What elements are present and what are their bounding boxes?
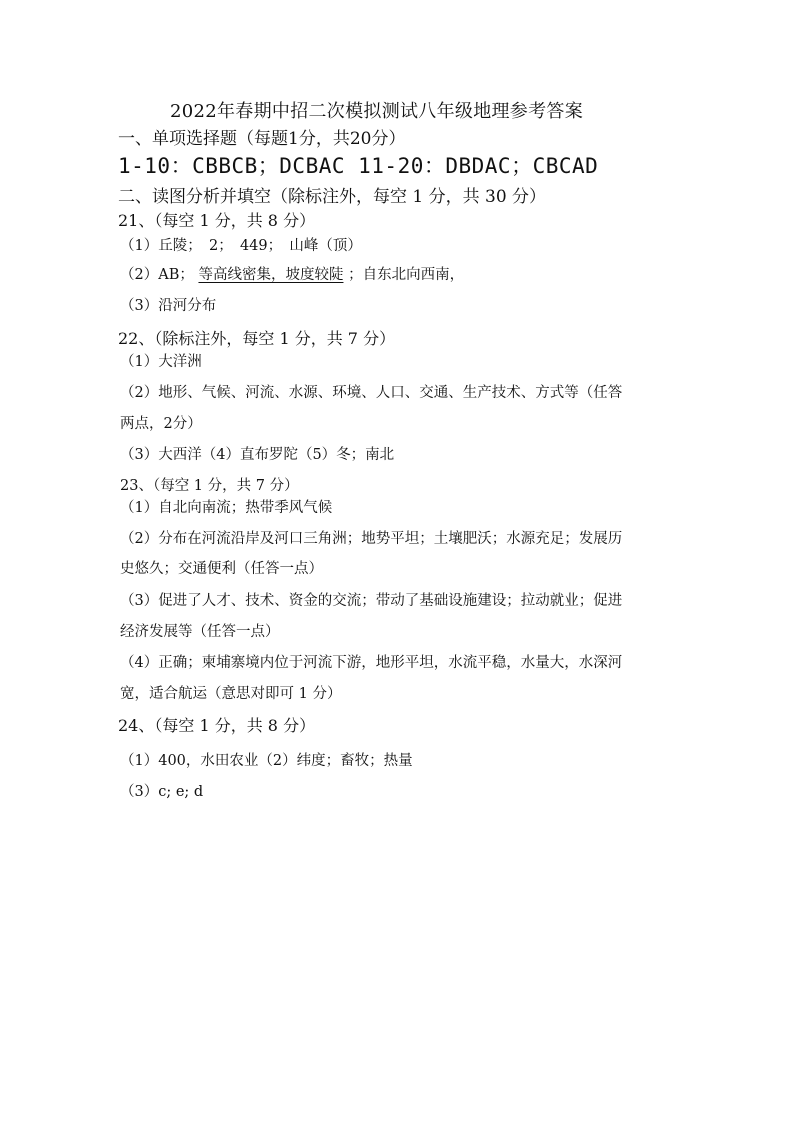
- q23-answer-4-line1: （4）正确；柬埔寨境内位于河流下游，地形平坦，水流平稳，水量大，水深河: [120, 655, 623, 671]
- q21-answer-3: （3）沿河分布: [120, 298, 217, 314]
- q21-heading: 21、（每空 1 分，共 8 分）: [118, 211, 316, 230]
- q24-heading: 24、（每空 1 分，共 8 分）: [118, 716, 316, 735]
- q23-answer-1: （1）自北向南流；热带季风气候: [120, 500, 333, 516]
- section1-heading: 一、单项选择题（每题1分，共20分）: [118, 129, 406, 149]
- q22-heading: 22、（除标注外，每空 1 分，共 7 分）: [118, 329, 396, 348]
- section2-heading: 二、读图分析并填空（除标注外，每空 1 分，共 30 分）: [118, 187, 547, 207]
- document-title: 2022年春期中招二次模拟测试八年级地理参考答案: [170, 101, 584, 122]
- multiple-choice-answers: 1-10：CBBCB；DCBAC 11-20：DBDAC；CBCAD: [118, 154, 599, 178]
- q23-answer-2-line2: 史悠久；交通便利（任答一点）: [120, 561, 323, 577]
- q23-answer-3-line1: （3）促进了人才、技术、资金的交流；带动了基础设施建设；拉动就业；促进: [120, 593, 623, 609]
- q23-answer-3-line2: 经济发展等（任答一点）: [120, 624, 280, 640]
- q21-answer-1: （1）丘陵； 2； 449； 山峰（顶）: [120, 238, 362, 254]
- q24-answer-3: （3）c; e; d: [120, 784, 204, 800]
- q22-answer-3: （3）大西洋（4）直布罗陀（5）冬；南北: [120, 447, 395, 463]
- q24-answer-1: （1）400，水田农业（2）纬度；畜牧；热量: [120, 753, 413, 769]
- q23-answer-4-line2: 宽，适合航运（意思对即可 1 分）: [120, 686, 342, 702]
- q22-answer-1: （1）大洋洲: [120, 354, 202, 370]
- q21-answer-2-prefix: （2）AB；: [120, 267, 194, 283]
- q21-answer-2-underlined: 等高线密集，坡度较陡: [198, 267, 344, 283]
- q22-answer-2-line1: （2）地形、气候、河流、水源、环境、人口、交通、生产技术、方式等（任答: [120, 385, 623, 401]
- q21-answer-2: [120, 263, 464, 284]
- q23-answer-2-line1: （2）分布在河流沿岸及河口三角洲；地势平坦；土壤肥沃；水源充足；发展历: [120, 531, 623, 547]
- q22-answer-2-line2: 两点，2分）: [120, 416, 202, 432]
- q21-answer-2-suffix: ；自东北向西南，: [348, 267, 465, 283]
- q23-heading: 23、（每空 1 分，共 7 分）: [120, 478, 299, 494]
